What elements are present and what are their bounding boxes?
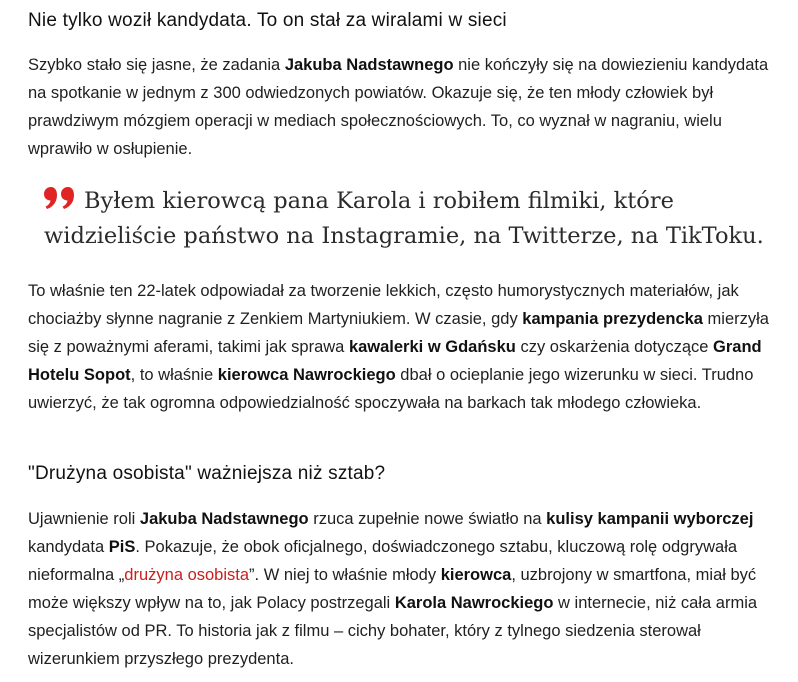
pull-quote — [44, 184, 764, 254]
paragraph-text: rzuca zupełnie nowe światło na — [308, 510, 547, 528]
bold-name: Karola Nawrockiego — [394, 594, 554, 612]
paragraph-text: To właśnie ten 22-latek odpowiadał za tworzenie lekkich, często humorystycznych materiałów, jak chociażby słynne nagranie z Zenkiem Martyniukiem. W czasie, gdy — [28, 282, 739, 328]
bold-keyword: Grand Hotelu Sopot — [28, 338, 762, 384]
paragraph-text: ”. W niej to właśnie młody — [249, 566, 441, 584]
paragraph-text: Ujawnienie roli — [28, 510, 140, 528]
paragraph-text: . Pokazuje, że obok oficjalnego, doświadczonego sztabu, kluczową rolę odgrywała nieformalna „ — [28, 538, 738, 584]
bold-keyword: kawalerki w Gdańsku — [348, 338, 516, 356]
bold-keyword: PiS — [108, 538, 136, 556]
bold-keyword: kierowca — [440, 566, 512, 584]
bold-keyword: kierowca Nawrockiego — [217, 366, 396, 384]
bold-name: Jakuba Nadstawnego — [139, 510, 309, 528]
article-paragraph — [28, 51, 776, 163]
paragraph-text: czy oskarżenia dotyczące — [515, 338, 714, 356]
paragraph-text: mierzyła się z poważnymi aferami, takimi jak sprawa — [28, 310, 769, 356]
paragraph-text: Szybko stało się jasne, że zadania — [28, 56, 285, 74]
paragraph-text: , uzbrojony w smartfona, miał być może większy wpływ na to, jak Polacy postrzegali — [28, 566, 757, 612]
paragraph-text: dbał o ocieplanie jego wizerunku w sieci. Trudno uwierzyć, że tak ogromna odpowiedzialność spoczywała na barkach tak młodego człowieka. — [28, 366, 754, 412]
article-paragraph — [28, 277, 776, 417]
bold-keyword: kampania prezydencka — [522, 310, 703, 328]
section-heading: "Drużyna osobista" ważniejsza niż sztab? — [28, 463, 386, 484]
bold-keyword: kulisy kampanii wyborczej — [546, 510, 754, 528]
section-heading: Nie tylko woził kandydata. To on stał za wiralami w sieci — [28, 10, 507, 31]
paragraph-text: w internecie, niż cała armia specjalistów od PR. To historia jak z filmu – cichy bohater, który z tylnego siedzenia sterował wizerunkiem przyszłego prezydenta. — [28, 594, 758, 668]
paragraph-text: kandydata — [28, 538, 109, 556]
bold-name: Jakuba Nadstawnego — [284, 56, 454, 74]
paragraph-text: nie kończyły się na dowiezieniu kandydata na spotkanie w jednym z 300 odwiedzonych powiatów. Okazuje się, że ten młody człowiek był prawdziwym mózgiem operacji w mediach społecznościowych. To, co wyznał w nagraniu, wielu wprawiło w osłupienie. — [28, 56, 769, 158]
quote-text: Byłem kierowcą pana Karola i robiłem filmiki, które widzieliście państwo na Instagramie, na Twitterze, na TikToku. — [44, 188, 764, 249]
quote-marks-icon — [44, 187, 76, 209]
article-paragraph — [28, 505, 776, 673]
paragraph-text: , to właśnie — [130, 366, 218, 384]
highlighted-text: drużyna osobista — [124, 566, 250, 584]
